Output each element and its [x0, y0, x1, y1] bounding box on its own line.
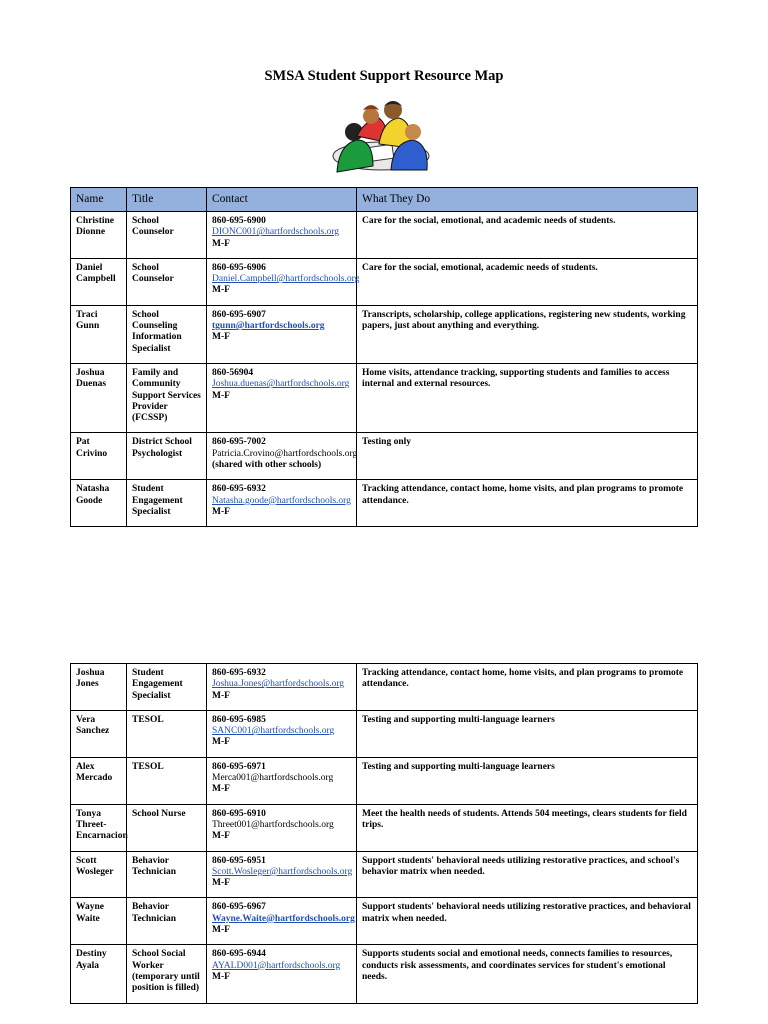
cell-contact: 860-695-6900 DIONC001@hartfordschools.org M-F: [207, 212, 357, 259]
cell-title: Behavior Technician: [127, 851, 207, 898]
email-link[interactable]: Daniel.Campbell@hartfordschools.org: [212, 274, 360, 285]
page-title: SMSA Student Support Resource Map: [264, 68, 504, 84]
cell-title: Student Engagement Specialist: [127, 480, 207, 527]
email-link[interactable]: tgunn@hartfordschools.org: [212, 321, 325, 332]
cell-title: School Counselor: [127, 212, 207, 259]
email-link[interactable]: Joshua.Jones@hartfordschools.org: [212, 679, 345, 690]
cell-title: Behavior Technician: [127, 898, 207, 945]
cell-contact: 860-695-6910 Threet001@hartfordschools.org M-F: [207, 804, 357, 851]
table-row: [71, 363, 698, 432]
header-name: Name: [71, 188, 127, 212]
students-group-clipart: [327, 96, 435, 176]
cell-contact: 860-695-7002 Patricia.Crovino@hartfordschools.org (shared with other schools): [207, 433, 357, 480]
cell-title: School Social Worker (temporary until position is filled): [127, 945, 207, 1003]
cell-what: Support students' behavioral needs utilizing restorative practices, and behavioral matrix when needed.: [357, 898, 698, 945]
cell-contact: 860-695-6944 AYALD001@hartfordschools.org M-F: [207, 945, 357, 1003]
table-row: [71, 433, 698, 480]
cell-title: School Counseling Information Specialist: [127, 305, 207, 363]
cell-name: Joshua Duenas: [71, 363, 127, 432]
email-link[interactable]: Natasha.goode@hartfordschools.org: [212, 495, 351, 506]
cell-what: Support students' behavioral needs utilizing restorative practices, and school's behavior matrix when needed.: [357, 851, 698, 898]
cell-contact: 860-695-6906 Daniel.Campbell@hartfordschools.org M-F: [207, 258, 357, 305]
cell-contact: 860-56904 Joshua.duenas@hartfordschools.org M-F: [207, 363, 357, 432]
cell-contact: 860-695-6907 tgunn@hartfordschools.org M-F: [207, 305, 357, 363]
cell-what: Transcripts, scholarship, college applications, registering new students, working papers, just about anything and everything.: [357, 305, 698, 363]
table-row: [71, 305, 698, 363]
table-row: [71, 898, 698, 945]
cell-what: Tracking attendance, contact home, home visits, and plan programs to promote attendance.: [357, 480, 698, 527]
cell-what: Meet the health needs of students. Attends 504 meetings, clears students for field trips.: [357, 804, 698, 851]
cell-name: Wayne Waite: [71, 898, 127, 945]
cell-name: Vera Sanchez: [71, 710, 127, 757]
cell-name: Daniel Campbell: [71, 258, 127, 305]
email-link[interactable]: Joshua.duenas@hartfordschools.org: [212, 379, 350, 390]
header-what: What They Do: [357, 188, 698, 212]
email-link[interactable]: AYALD001@hartfordschools.org: [212, 960, 341, 971]
cell-contact: 860-695-6971 Merca001@hartfordschools.org M-F: [207, 757, 357, 804]
cell-what: Testing and supporting multi-language learners: [357, 710, 698, 757]
cell-name: Natasha Goode: [71, 480, 127, 527]
cell-title: TESOL: [127, 757, 207, 804]
cell-what: Care for the social, emotional, academic needs of students.: [357, 258, 698, 305]
cell-name: Christine Dionne: [71, 212, 127, 259]
cell-what: Care for the social, emotional, and academic needs of students.: [357, 212, 698, 259]
email-link[interactable]: SANC001@hartfordschools.org: [212, 726, 335, 737]
header-title: Title: [127, 188, 207, 212]
table-row: [71, 480, 698, 527]
table-row: [71, 945, 698, 1003]
email-link[interactable]: Wayne.Waite@hartfordschools.org: [212, 913, 355, 924]
cell-contact: 860-695-6967 Wayne.Waite@hartfordschools.org M-F: [207, 898, 357, 945]
header-contact: Contact: [207, 188, 357, 212]
cell-title: Student Engagement Specialist: [127, 664, 207, 711]
table-row: [71, 804, 698, 851]
cell-title: Family and Community Support Services Provider (FCSSP): [127, 363, 207, 432]
resource-table-1: [70, 187, 698, 527]
cell-name: Traci Gunn: [71, 305, 127, 363]
cell-what: Testing only: [357, 433, 698, 480]
cell-what: Tracking attendance, contact home, home visits, and plan programs to promote attendance.: [357, 664, 698, 711]
table-row: [71, 258, 698, 305]
cell-contact: 860-695-6932 Joshua.Jones@hartfordschools.org M-F: [207, 664, 357, 711]
email-link[interactable]: DIONC001@hartfordschools.org: [212, 227, 340, 238]
cell-name: Tonya Threet-Encarnacion: [71, 804, 127, 851]
table-row: [71, 757, 698, 804]
cell-what: Home visits, attendance tracking, supporting students and families to access internal and external resources.: [357, 363, 698, 432]
cell-name: Joshua Jones: [71, 664, 127, 711]
cell-title: TESOL: [127, 710, 207, 757]
table-header-row: [71, 188, 698, 212]
table-row: [71, 710, 698, 757]
email-link[interactable]: Scott.Wosleger@hartfordschools.org: [212, 866, 353, 877]
cell-contact: 860-695-6951 Scott.Wosleger@hartfordschools.org M-F: [207, 851, 357, 898]
cell-title: School Nurse: [127, 804, 207, 851]
cell-what: Supports students social and emotional needs, connects families to resources, conducts risk assessments, and coordinates services for student's emotional needs.: [357, 945, 698, 1003]
table-row: [71, 212, 698, 259]
resource-table-2: [70, 663, 698, 1004]
cell-name: Pat Crivino: [71, 433, 127, 480]
cell-title: District School Psychologist: [127, 433, 207, 480]
cell-name: Scott Wosleger: [71, 851, 127, 898]
cell-contact: 860-695-6985 SANC001@hartfordschools.org M-F: [207, 710, 357, 757]
cell-contact: 860-695-6932 Natasha.goode@hartfordschools.org M-F: [207, 480, 357, 527]
cell-name: Alex Mercado: [71, 757, 127, 804]
table-row: [71, 851, 698, 898]
table-row: [71, 664, 698, 711]
cell-title: School Counselor: [127, 258, 207, 305]
cell-name: Destiny Ayala: [71, 945, 127, 1003]
cell-what: Testing and supporting multi-language learners: [357, 757, 698, 804]
